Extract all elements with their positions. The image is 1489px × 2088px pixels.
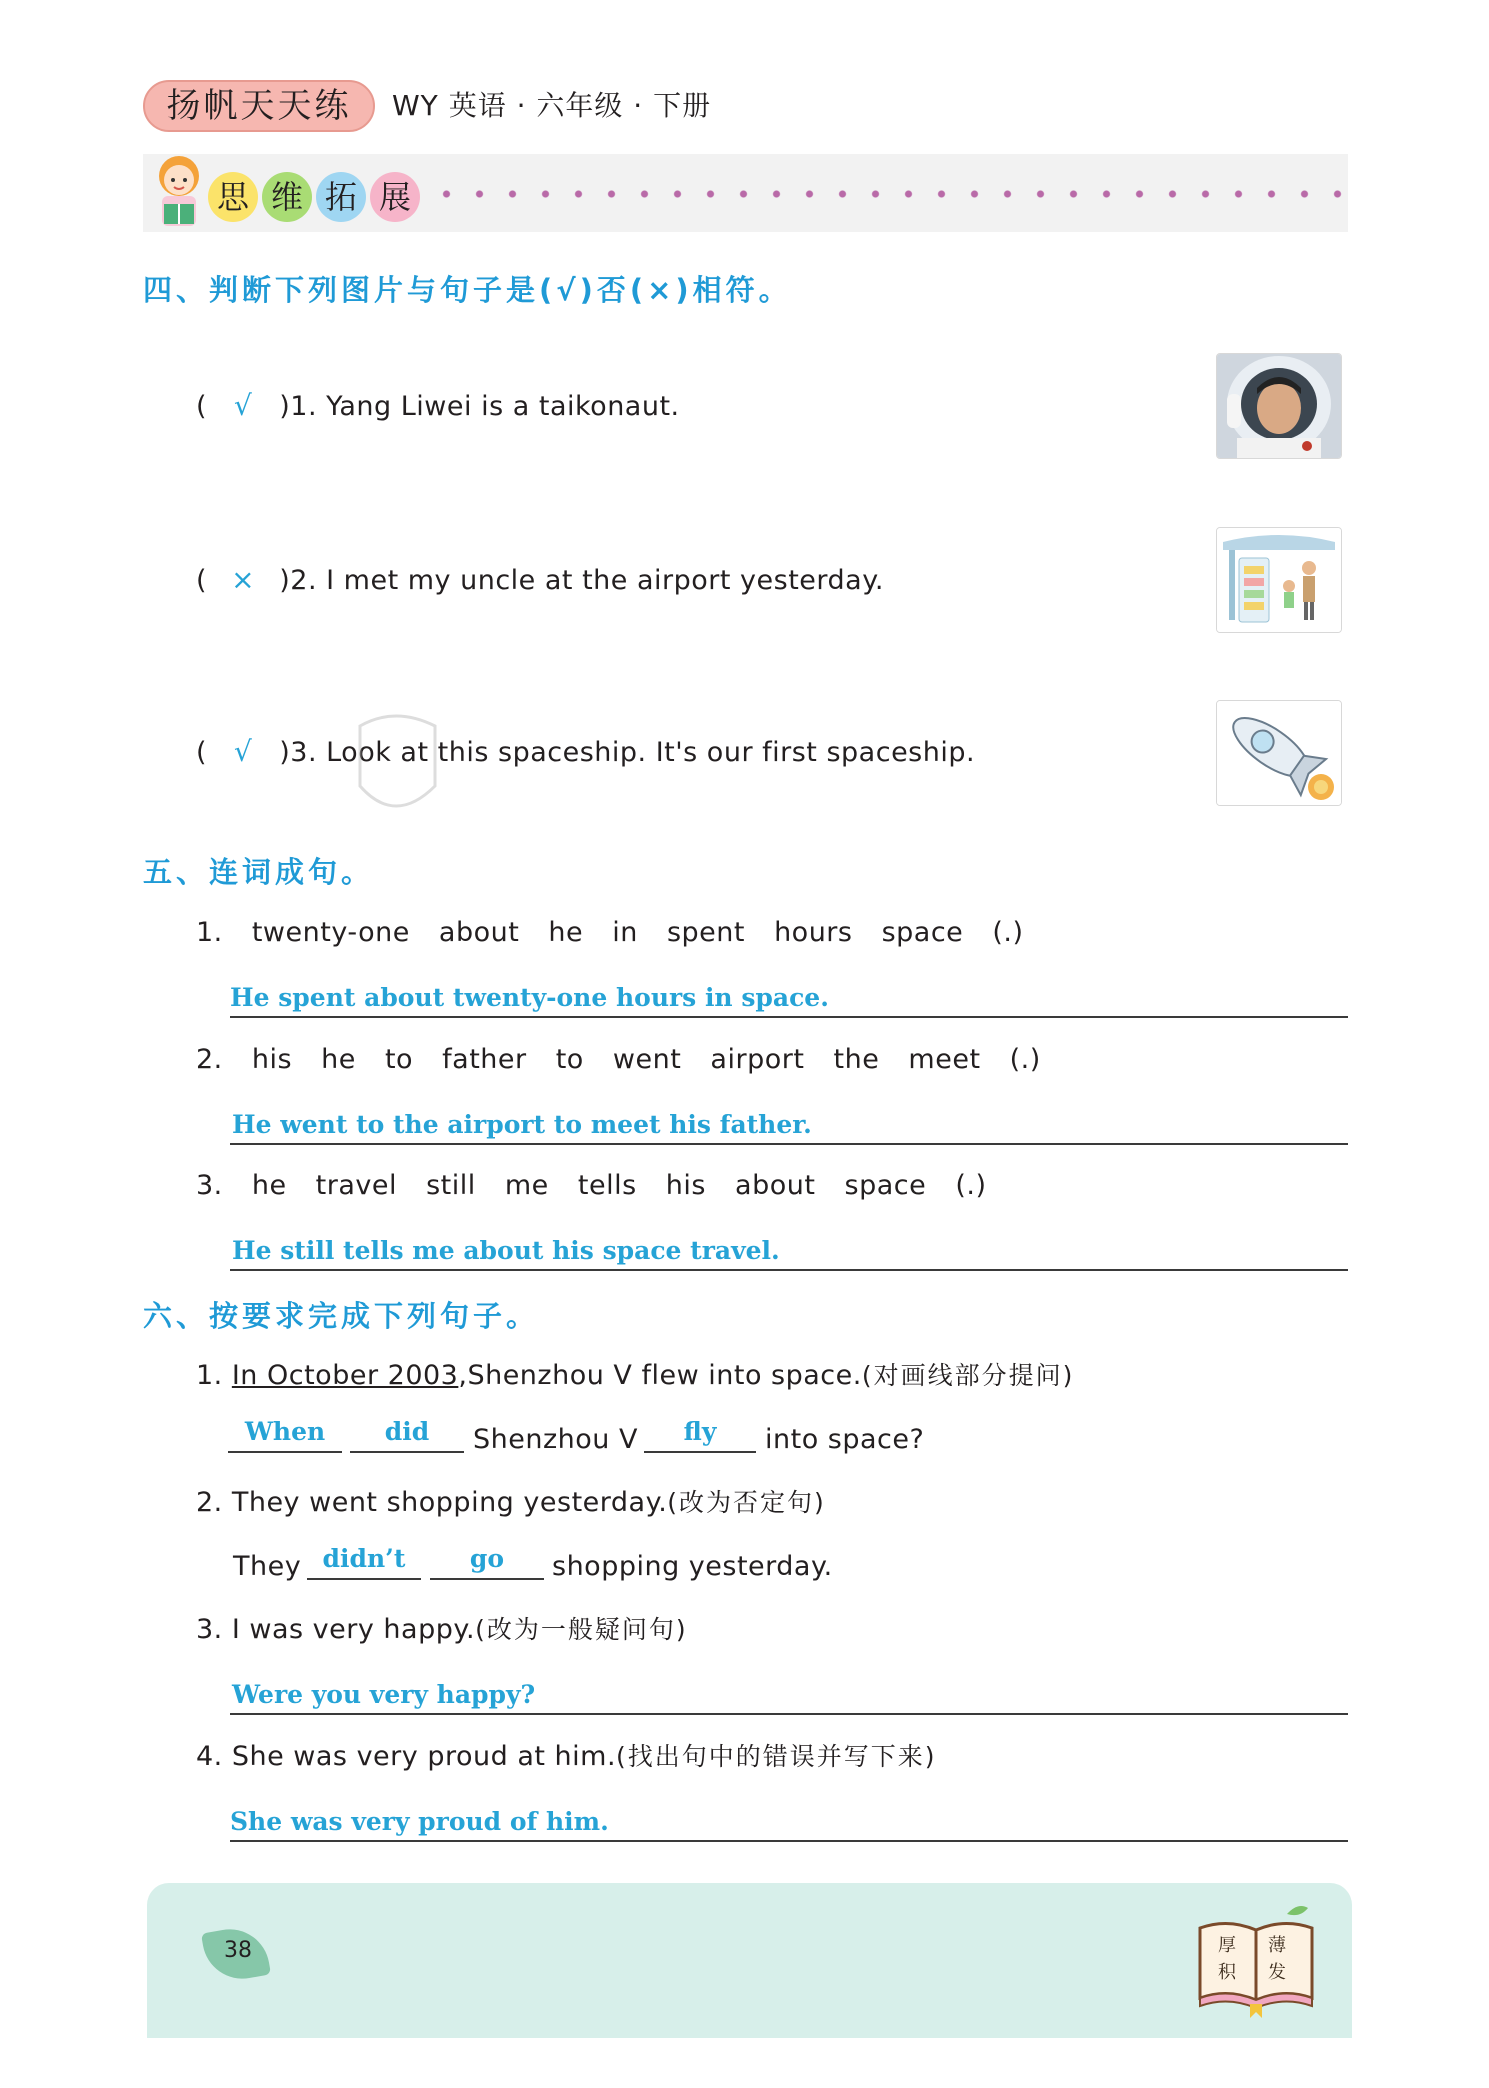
rewrite-answer-4[interactable]: She was very proud of him. — [230, 1807, 609, 1836]
section-6-title: 六、按要求完成下列句子。 — [143, 1299, 540, 1333]
page-footer — [147, 1883, 1352, 2038]
girl-reading-icon — [148, 150, 210, 234]
rewrite-text-2-start: They — [233, 1551, 302, 1582]
blank-answer-2b: go — [469, 1544, 505, 1573]
book-char-4: 发 — [1268, 1962, 1286, 1983]
judge-mark-1: √ — [233, 389, 253, 422]
judge-mark-2: × — [231, 563, 256, 596]
book-char-1: 厚 — [1218, 1935, 1236, 1956]
section-5-title: 五、连词成句。 — [143, 855, 375, 889]
rewrite-answer-3[interactable]: Were you very happy? — [232, 1680, 536, 1709]
answer-line-2 — [230, 1143, 1348, 1145]
judge-item-2: ( × )2. I met my uncle at the airport yesterday. — [196, 561, 884, 600]
book-char-3: 积 — [1218, 1962, 1236, 1983]
book-title: WY 英语 · 六年级 · 下册 — [392, 89, 712, 122]
book-icon — [1192, 1900, 1322, 2018]
blank-2a[interactable] — [307, 1578, 421, 1580]
brand-badge: 扬帆天天练 — [143, 80, 375, 132]
section-4-title: 四、判断下列图片与句子是(√)否(×)相符。 — [143, 273, 792, 307]
spaceship-picture — [1216, 700, 1342, 806]
word-order-answer-3[interactable]: He still tells me about his space travel. — [232, 1236, 780, 1265]
bus-stop-picture — [1216, 527, 1342, 633]
rewrite-prompt-1: 1. In October 2003,Shenzhou V flew into space.(对画线部分提问) — [196, 1360, 1075, 1391]
rewrite-prompt-4: 4. She was very proud at him.(找出句中的错误并写下来) — [196, 1741, 937, 1772]
blank-answer-1c: fly — [683, 1417, 717, 1446]
word-order-answer-2[interactable]: He went to the airport to meet his father. — [232, 1110, 812, 1139]
banner-char-wei: 维 — [262, 172, 312, 222]
word-order-prompt-1: 1. twenty-one about he in spent hours space (.) — [196, 917, 1024, 948]
judge-text-2: )2. I met my uncle at the airport yesterday. — [279, 565, 884, 596]
banner-char-zhan: 展 — [370, 172, 420, 222]
banner-char-si: 思 — [208, 172, 258, 222]
underlined-phrase: In October 2003 — [231, 1360, 459, 1391]
blank-answer-2a: didn’t — [322, 1544, 406, 1573]
word-order-prompt-2: 2. his he to father to went airport the meet (.) — [196, 1044, 1041, 1075]
judge-text-3: )3. Look at this spaceship. It's our first spaceship. — [279, 737, 976, 768]
answer-line-6-4 — [230, 1840, 1348, 1842]
blank-1a[interactable] — [228, 1451, 342, 1453]
word-order-answer-1[interactable]: He spent about twenty-one hours in space. — [230, 983, 829, 1012]
taikonaut-photo — [1216, 353, 1342, 459]
blank-2b[interactable] — [430, 1578, 544, 1580]
watermark-stamp — [340, 706, 450, 826]
judge-item-3: ( √ )3. Look at this spaceship. It's our first spaceship. — [196, 733, 975, 772]
word-order-prompt-3: 3. he travel still me tells his about space (.) — [196, 1170, 987, 1201]
banner-char-tuo: 拓 — [316, 172, 366, 222]
rewrite-text-2-end: shopping yesterday. — [552, 1551, 833, 1582]
answer-line-6-3 — [230, 1713, 1348, 1715]
rewrite-prompt-2: 2. They went shopping yesterday.(改为否定句) — [196, 1487, 826, 1518]
dotted-divider — [430, 184, 1348, 204]
rewrite-prompt-3: 3. I was very happy.(改为一般疑问句) — [196, 1614, 688, 1645]
rewrite-text-1-end: into space? — [765, 1424, 925, 1455]
judge-item-1: ( √ )1. Yang Liwei is a taikonaut. — [196, 387, 680, 426]
book-char-2: 薄 — [1268, 1935, 1286, 1956]
answer-line-1 — [230, 1016, 1348, 1018]
answer-line-3 — [230, 1269, 1348, 1271]
judge-text-1: )1. Yang Liwei is a taikonaut. — [279, 391, 680, 422]
blank-answer-1b: did — [384, 1417, 430, 1446]
blank-1b[interactable] — [350, 1451, 464, 1453]
blank-1c[interactable] — [644, 1451, 756, 1453]
rewrite-text-1-mid: Shenzhou V — [473, 1424, 638, 1455]
blank-answer-1a: When — [244, 1417, 326, 1446]
page-number: 38 — [224, 1938, 252, 1963]
judge-mark-3: √ — [233, 735, 253, 768]
